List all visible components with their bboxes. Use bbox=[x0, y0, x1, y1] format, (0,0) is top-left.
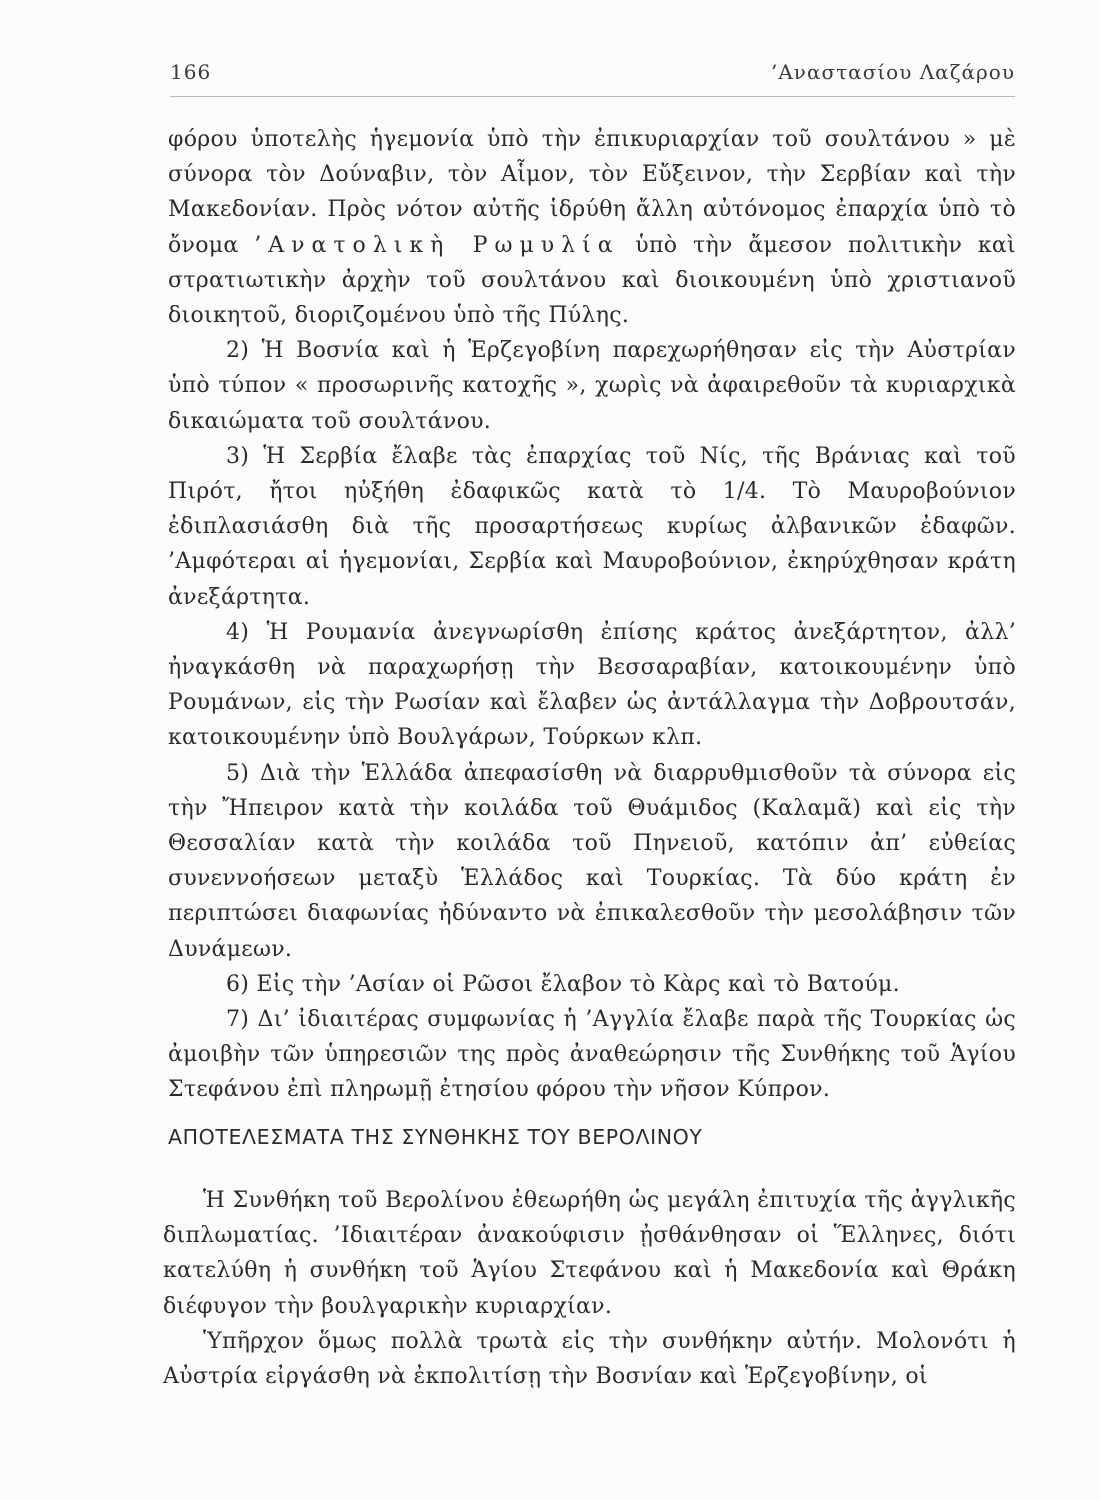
paragraph-item-2: 2) Ἡ Βοσνία καὶ ἡ Ἑρζεγοβίνη παρεχωρήθησαν εἰς τὴν Αὐστρίαν ὑπὸ τύπον « προσωρινῆς κατοχῆς », χωρὶς νὰ ἀφαιρεθοῦν τὰ κυριαρχικὰ δικαιώματα τοῦ σουλτάνου. bbox=[168, 338, 1016, 434]
spaced-term-anatoliki-romylia: ’Ανατολικὴ Ρωμυλία bbox=[254, 232, 620, 258]
paragraph-results-1: Ἡ Συνθήκη τοῦ Βερολίνου ἐθεωρήθη ὡς μεγάλη ἐπιτυχία τῆς ἀγγλικῆς διπλωματίας. ’Ιδιαιτέραν ἀνακούφισιν ᾐσθάνθησαν οἱ Ἕλληνες, διότι κατελύθη ἡ συνθήκη τοῦ Ἁγίου Στεφάνου καὶ ἡ Μακεδονία καὶ Θράκη διέφυγον τὴν βουλγαρικὴν κυριαρχίαν. bbox=[163, 1188, 1016, 1319]
paragraph-item-7: 7) Δι’ ἰδιαιτέρας συμφωνίας ἡ ’Αγγλία ἔλαβε παρὰ τῆς Τουρκίας ὡς ἀμοιβὴν τῶν ὑπηρεσιῶν της πρὸς ἀναθεώρησιν τῆς Συνθήκης τοῦ Ἁγίου Στεφάνου ἐπὶ πληρωμῇ ἐτησίου φόρου τὴν νῆσον Κύπρον. bbox=[168, 1007, 1016, 1103]
paragraph-results-2: Ὑπῆρχον ὅμως πολλὰ τρωτὰ εἰς τὴν συνθήκην αὐτήν. Μολονότι ἡ Αὐστρία εἰργάσθη νὰ ἐκπολιτίσῃ τὴν Βοσνίαν καὶ Ἑρζεγοβίνην, οἱ bbox=[163, 1328, 1016, 1390]
paragraph-1-start: φόρου ὑποτελὴς ἡγεμονία ὑπὸ τὴν ἐπικυριαρχίαν τοῦ σουλτάνου » μὲ σύνορα τὸν Δούναβιν, τὸν Αἷμον, τὸν Εὔξεινον, τὴν Σερβίαν καὶ τὴν Μακεδονίαν. Πρὸς νότον αὐτῆς ἱδρύθη ἄλλη αὐτόνομος ἐπαρχία ὑπὸ τὸ ὄνομα bbox=[168, 127, 1016, 258]
running-head: ’Αναστασίου Λαζάρου bbox=[771, 60, 1015, 84]
body-text-section-2 bbox=[163, 1183, 1016, 1394]
page-number: 166 bbox=[170, 60, 212, 84]
paragraph-item-4: 4) Ἡ Ρουμανία ἀνεγνωρίσθη ἐπίσης κράτος ἀνεξάρτητον, ἀλλ’ ἠναγκάσθη νὰ παραχωρήσῃ τὴν Βεσσαραβίαν, κατοικουμένην ὑπὸ Ρουμάνων, εἰς τὴν Ρωσίαν καὶ ἔλαβεν ὡς ἀντάλλαγμα τὴν Δοβρουτσάν, κατοικουμένην ὑπὸ Βουλγάρων, Τούρκων κλπ. bbox=[168, 619, 1016, 751]
paragraph-1 bbox=[168, 122, 1016, 333]
paragraph-item-6: 6) Εἰς τὴν ’Ασίαν οἱ Ρῶσοι ἔλαβον τὸ Κὰρς καὶ τὸ Βατούμ. bbox=[226, 971, 900, 997]
paragraph-1-end: ὑπὸ τὴν ἄμεσον πολιτικὴν καὶ στρατιωτικὴν ἀρχὴν τοῦ σουλτάνου καὶ διοικουμένη ὑπὸ χριστιανοῦ διοικητοῦ, διοριζομένου ὑπὸ τῆς Πύλης. bbox=[168, 232, 1016, 329]
body-text-section-1 bbox=[168, 122, 1016, 1108]
section-heading: ΑΠΟΤΕΛΕΣΜΑΤΑ ΤΗΣ ΣΥΝΘΗΚΗΣ ΤΟΥ ΒΕΡΟΛΙΝΟΥ bbox=[168, 1125, 703, 1149]
paragraph-item-3: 3) Ἡ Σερβία ἔλαβε τὰς ἐπαρχίας τοῦ Νίς, τῆς Βράνιας καὶ τοῦ Πιρότ, ἤτοι ηὐξήθη ἐδαφικῶς κατὰ τὸ 1/4. Τὸ Μαυροβούνιον ἐδιπλασιάσθη διὰ τῆς προσαρτήσεως κυρίως ἀλβανικῶν ἐδαφῶν. ’Αμφότεραι αἱ ἡγεμονίαι, Σερβία καὶ Μαυροβούνιον, ἐκηρύχθησαν κράτη ἀνεξάρτητα. bbox=[168, 443, 1016, 610]
paragraph-item-5: 5) Διὰ τὴν Ἑλλάδα ἀπεφασίσθη νὰ διαρρυθμισθοῦν τὰ σύνορα εἰς τὴν Ἤπειρον κατὰ τὴν κοιλάδα τοῦ Θυάμιδος (Καλαμᾶ) καὶ εἰς τὴν Θεσσαλίαν κατὰ τὴν κοιλάδα τοῦ Πηνειοῦ, κατόπιν ἀπ’ εὐθείας συνεννοήσεων μεταξὺ Ἑλλάδος καὶ Τουρκίας. Τὰ δύο κράτη ἐν περιπτώσει διαφωνίας ἠδύναντο νὰ ἐπικαλεσθοῦν τὴν μεσολάβησιν τῶν Δυνάμεων. bbox=[168, 760, 1016, 962]
page-header bbox=[170, 60, 1015, 97]
